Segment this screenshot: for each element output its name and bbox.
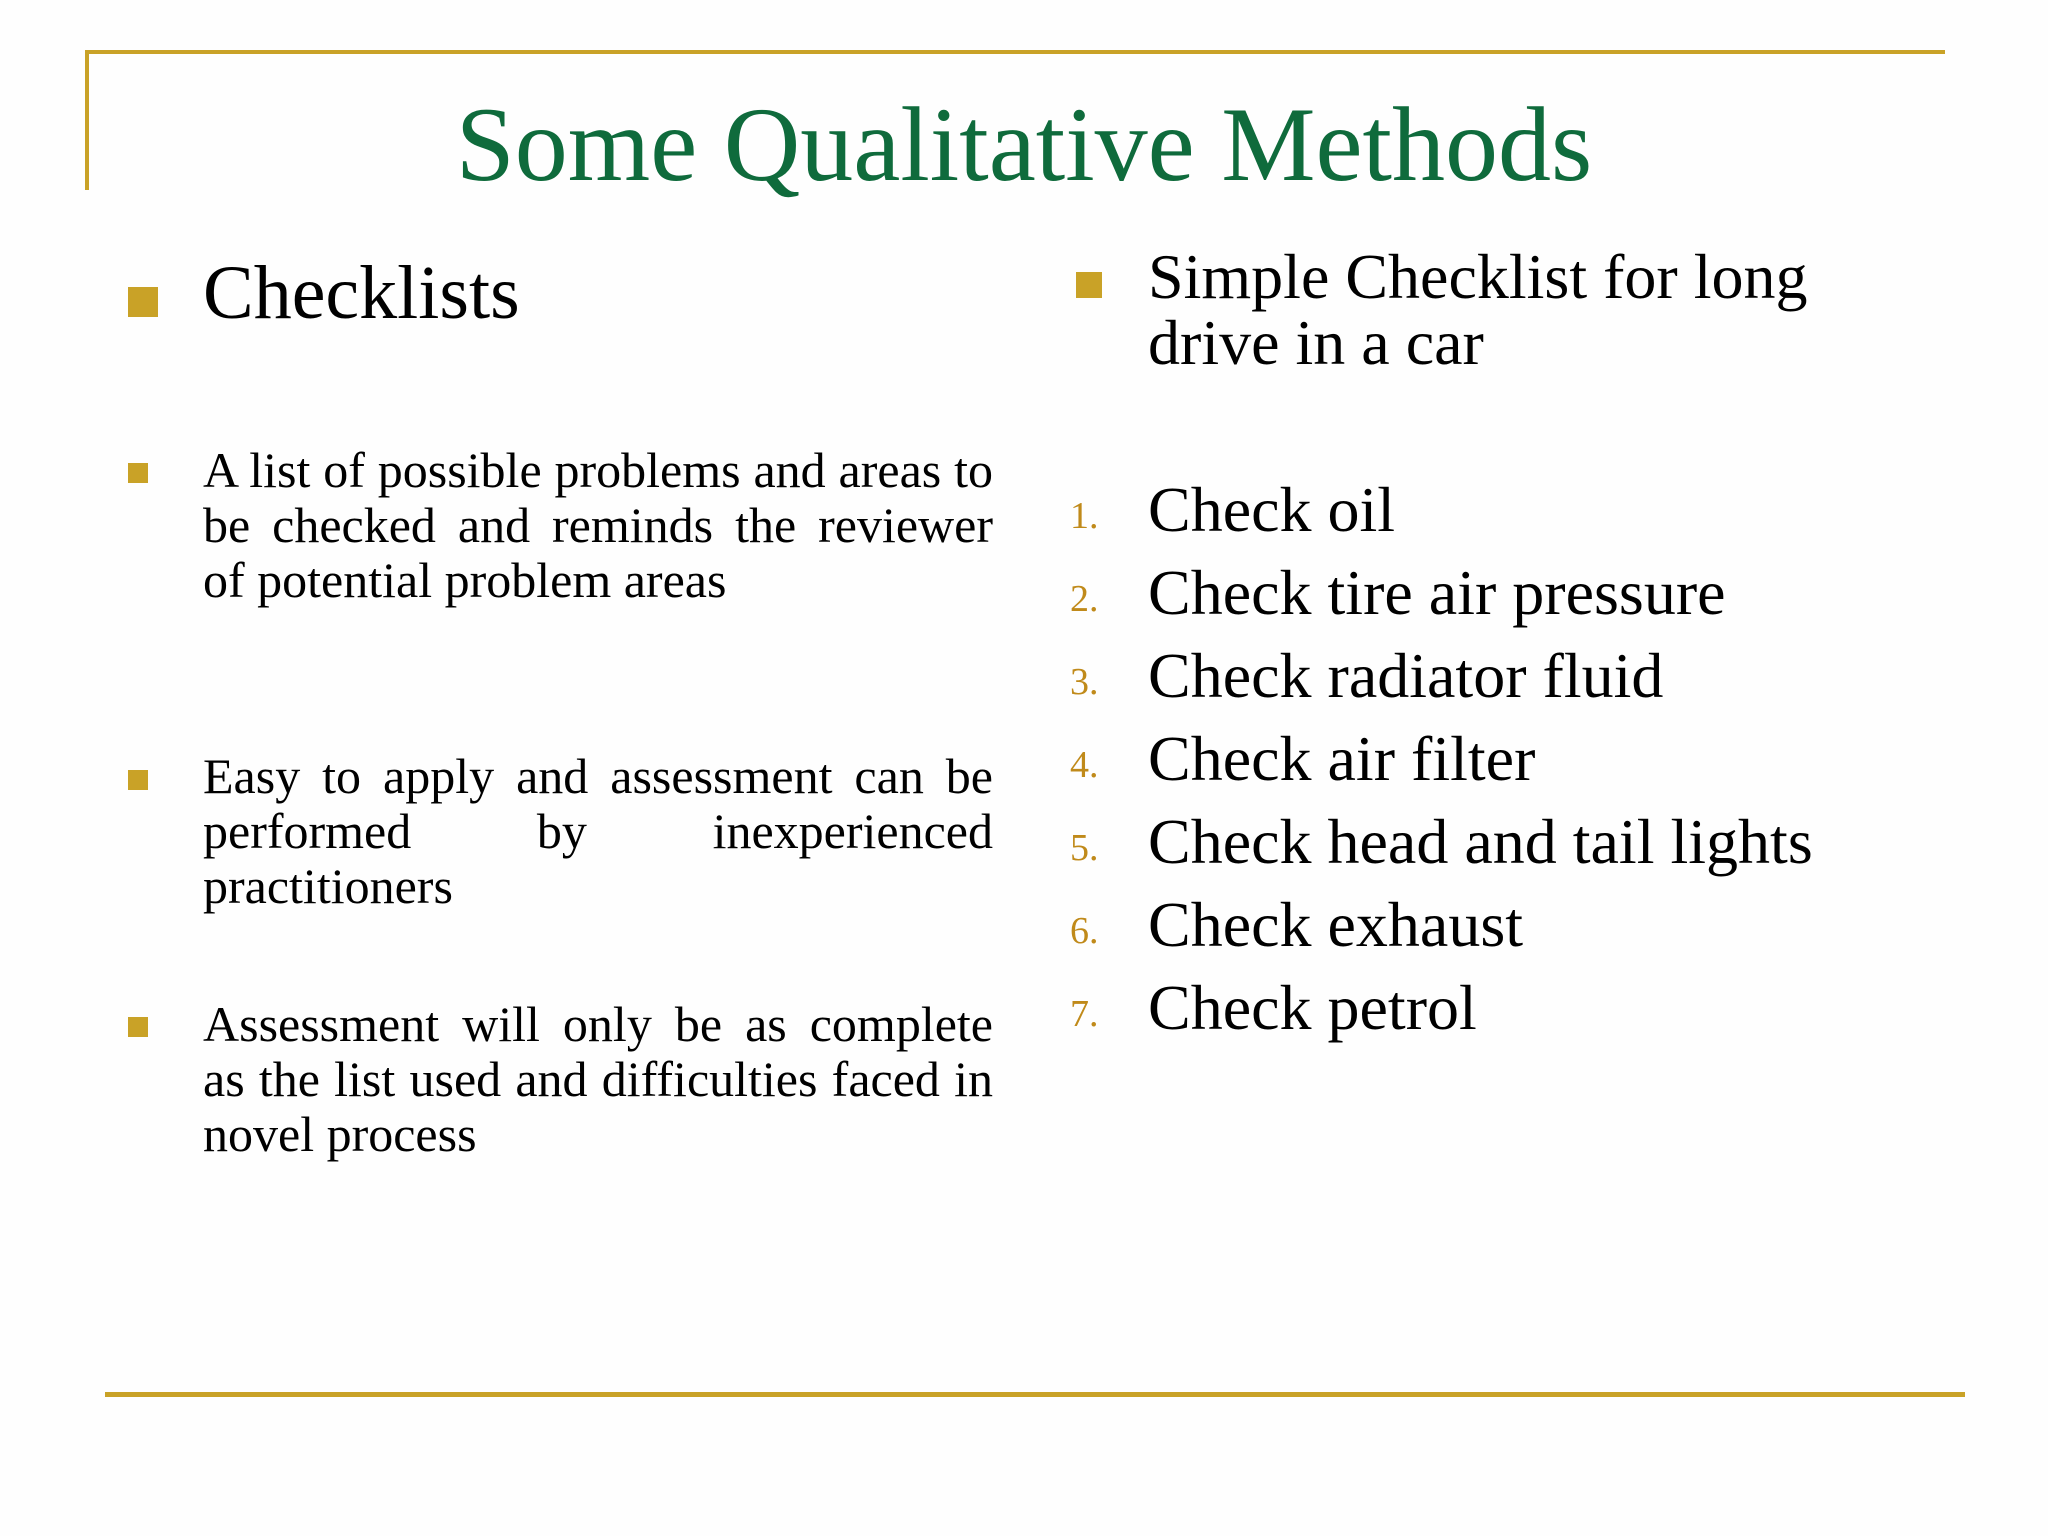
step-text: Check air filter	[1148, 723, 1536, 794]
step-number: 1.	[1070, 495, 1099, 537]
left-bullet-text: Easy to apply and assessment can be performed by inexperienced practitioners	[203, 748, 993, 914]
step-number: 5.	[1070, 827, 1099, 869]
bullet-square-icon	[1076, 272, 1102, 298]
bullet-square-icon	[128, 287, 158, 317]
step-number: 7.	[1070, 993, 1099, 1035]
right-heading: Simple Checklist for long drive in a car	[1148, 241, 1808, 378]
step-number: 4.	[1070, 744, 1099, 786]
step-text: Check tire air pressure	[1148, 557, 1726, 628]
step-text: Check oil	[1148, 474, 1396, 545]
step-number: 2.	[1070, 578, 1099, 620]
step-text: Check exhaust	[1148, 889, 1523, 960]
bullet-square-icon	[128, 463, 148, 483]
step-number: 3.	[1070, 661, 1099, 703]
step-text: Check radiator fluid	[1148, 640, 1664, 711]
step-text: Check head and tail lights	[1148, 806, 1813, 877]
left-bullet-text: Assessment will only be as complete as the list used and difficulties faced in novel process	[203, 996, 993, 1162]
frame-top-rule	[85, 50, 1945, 54]
step-text: Check petrol	[1148, 972, 1477, 1043]
step-number: 6.	[1070, 910, 1099, 952]
bullet-square-icon	[128, 1017, 148, 1037]
bullet-square-icon	[128, 770, 148, 790]
slide-title: Some Qualitative Methods	[455, 86, 1593, 203]
left-bullet-text: A list of possible problems and areas to be checked and reminds the reviewer of potential problem areas	[203, 442, 993, 608]
frame-bottom-rule	[105, 1392, 1965, 1397]
left-heading: Checklists	[203, 251, 520, 335]
